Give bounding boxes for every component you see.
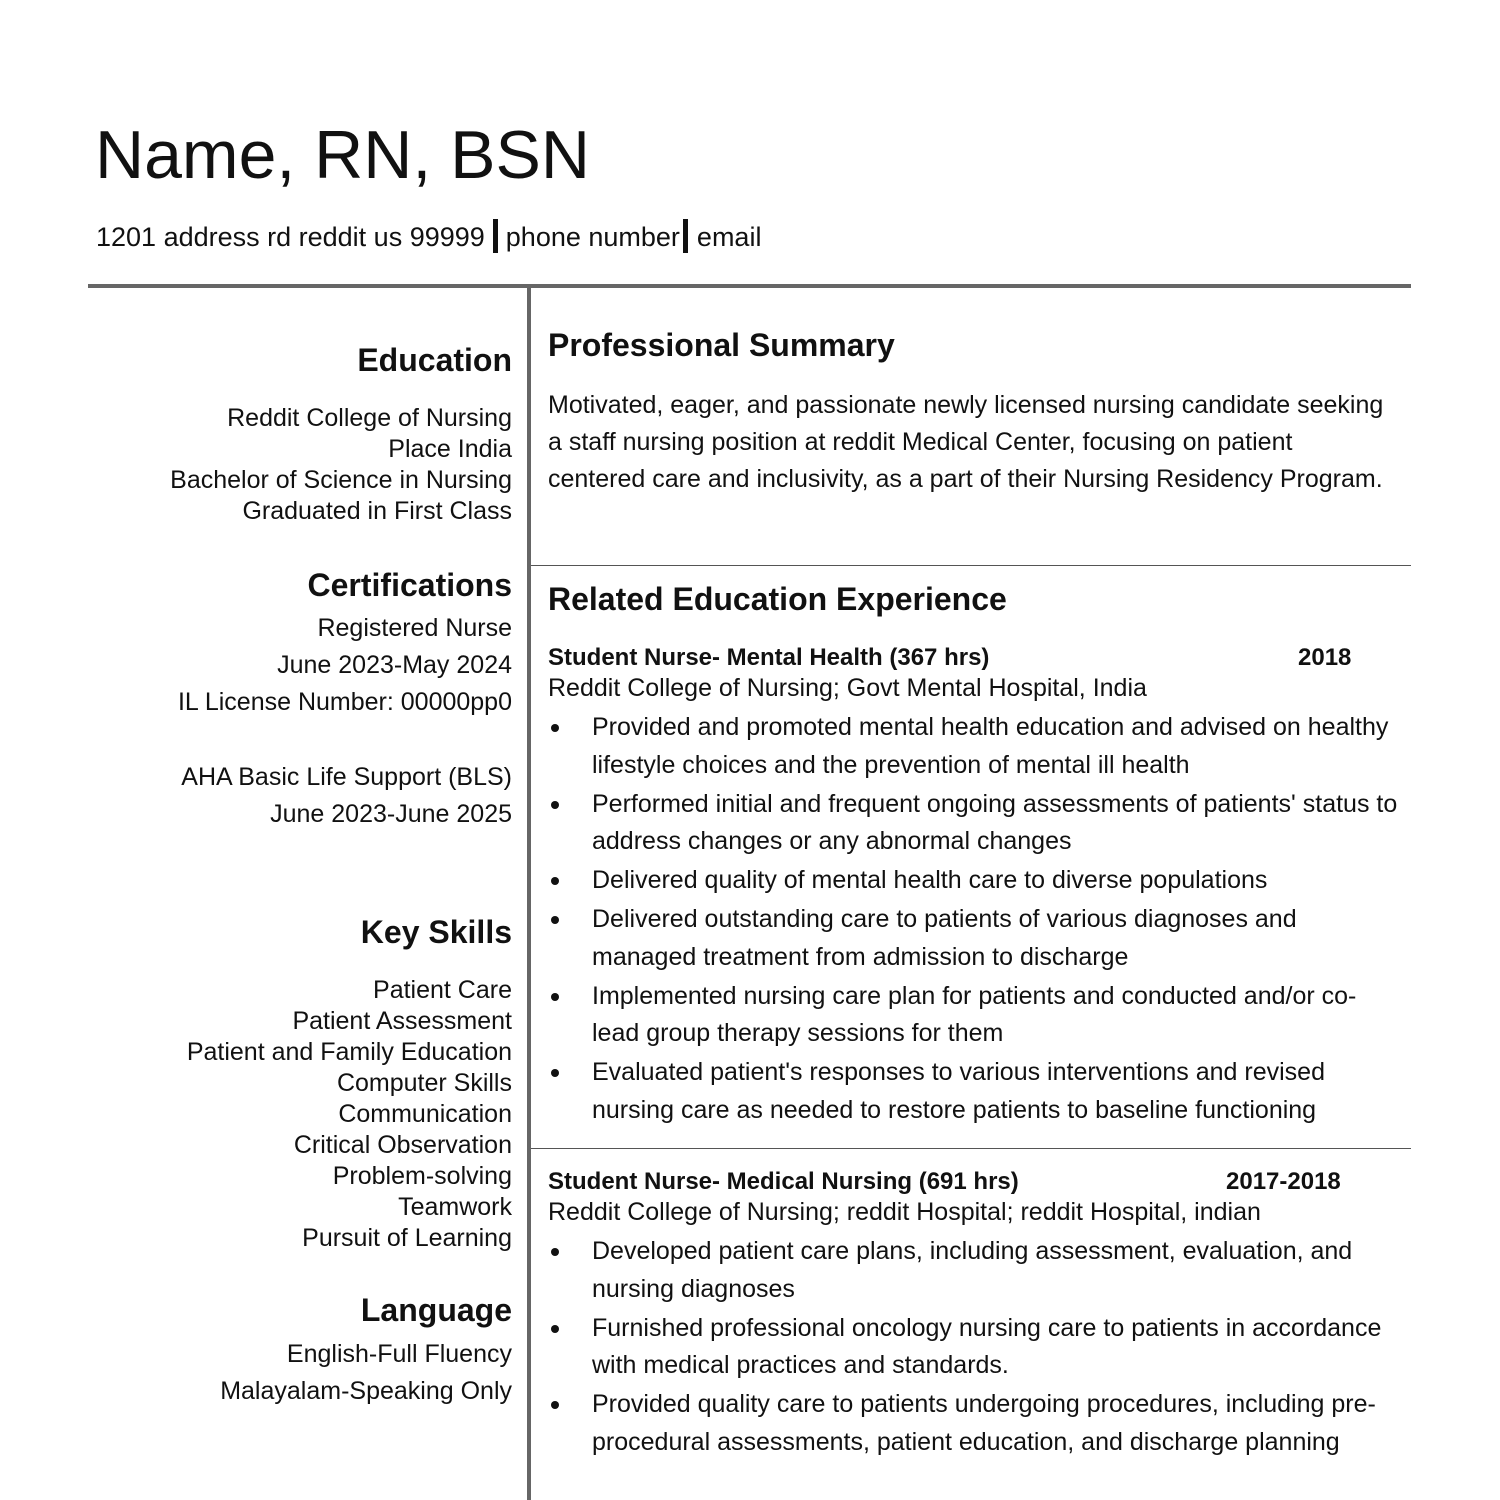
job-date: 2018 — [1298, 644, 1352, 671]
job-bullets — [548, 709, 1398, 1131]
phone: phone number — [505, 222, 680, 252]
bullet-icon — [551, 877, 559, 885]
list-item: June 2023-June 2025 — [270, 800, 512, 828]
list-item: Patient Assessment — [292, 1007, 512, 1035]
list-item — [548, 709, 1398, 784]
separator-bar — [493, 219, 498, 253]
email: email — [696, 222, 762, 252]
bullet-text: Evaluated patient's responses to various interventions and revised nursing care as needed to restore patients to baseline functioning — [592, 1058, 1325, 1124]
list-item: Teamwork — [398, 1193, 512, 1221]
bullet-text: Provided and promoted mental health education and advised on healthy lifestyle choices and the prevention of mental ill health — [592, 713, 1389, 779]
bullet-text: Performed initial and frequent ongoing assessments of patients' status to address changes or any abnormal changes — [592, 789, 1398, 855]
summary-heading: Professional Summary — [548, 327, 895, 363]
language-list — [220, 1336, 512, 1410]
list-item: Graduated in First Class — [242, 497, 512, 525]
bullet-icon — [551, 1401, 559, 1409]
section-divider — [531, 1148, 1411, 1149]
skills-heading: Key Skills — [360, 914, 512, 950]
list-item — [548, 786, 1398, 861]
list-item — [548, 1054, 1398, 1129]
list-item: June 2023-May 2024 — [277, 651, 512, 679]
contact-line — [96, 219, 761, 255]
list-item: Bachelor of Science in Nursing — [170, 466, 512, 494]
list-item: Registered Nurse — [317, 614, 512, 642]
job-date: 2017-2018 — [1226, 1168, 1341, 1195]
list-item — [548, 1310, 1398, 1385]
list-item: Place India — [388, 435, 512, 463]
bullet-text: Developed patient care plans, including assessment, evaluation, and nursing diagnoses — [592, 1237, 1353, 1303]
education-list — [170, 403, 512, 527]
list-item: Critical Observation — [293, 1131, 512, 1159]
bullet-text: Delivered outstanding care to patients of various diagnoses and managed treatment from admission to discharge — [592, 905, 1297, 971]
job-bullets — [548, 1233, 1398, 1463]
list-item: Pursuit of Learning — [302, 1224, 512, 1252]
header-divider — [88, 284, 1411, 288]
bullet-icon — [551, 1248, 559, 1256]
list-item — [548, 901, 1398, 976]
bullet-icon — [551, 1325, 559, 1333]
list-item: Problem-solving — [332, 1162, 512, 1190]
bullet-icon — [551, 916, 559, 924]
list-item: IL License Number: 00000pp0 — [177, 688, 512, 716]
language-heading: Language — [360, 1292, 512, 1328]
bullet-icon — [551, 993, 559, 1001]
list-item: English-Full Fluency — [286, 1340, 512, 1368]
bullet-text: Delivered quality of mental health care to diverse populations — [592, 866, 1268, 894]
job-organization: Reddit College of Nursing; Govt Mental Hospital, India — [548, 674, 1147, 702]
job-organization: Reddit College of Nursing; reddit Hospital; reddit Hospital, indian — [548, 1198, 1261, 1226]
list-item — [548, 1386, 1398, 1461]
separator-bar — [683, 219, 688, 253]
list-item — [548, 978, 1398, 1053]
skills-list — [187, 975, 512, 1254]
bullet-text: Implemented nursing care plan for patients and conducted and/or co-lead group therapy sessions for them — [592, 981, 1357, 1047]
list-item: Patient Care — [373, 976, 512, 1004]
certifications-heading: Certifications — [307, 567, 512, 603]
bullet-text: Furnished professional oncology nursing care to patients in accordance with medical practices and standards. — [592, 1313, 1382, 1379]
bullet-text: Provided quality care to patients undergoing procedures, including pre-procedural assessments, patient education, and discharge planning — [592, 1390, 1376, 1456]
experience-heading: Related Education Experience — [548, 581, 1007, 617]
education-heading: Education — [357, 342, 512, 378]
column-divider — [527, 288, 531, 1500]
list-item — [548, 1233, 1398, 1308]
list-spacer — [178, 721, 512, 759]
section-divider — [531, 565, 1411, 566]
list-item: AHA Basic Life Support (BLS) — [181, 763, 512, 791]
list-item: Reddit College of Nursing — [227, 404, 512, 432]
list-item: Communication — [338, 1100, 512, 1128]
list-item — [548, 862, 1398, 900]
candidate-name: Name, RN, BSN — [95, 117, 590, 193]
list-item: Computer Skills — [336, 1069, 512, 1097]
summary-text: Motivated, eager, and passionate newly licensed nursing candidate seeking a staff nursing position at reddit Medical Center, focusing on patient centered care and inclusivity, as a part of their Nursing Residency Program. — [548, 391, 1384, 493]
address: 1201 address rd reddit us 99999 — [96, 222, 485, 252]
bullet-icon — [551, 801, 559, 809]
job-title: Student Nurse- Mental Health (367 hrs) — [548, 644, 990, 671]
bullet-icon — [551, 724, 559, 732]
bullet-icon — [551, 1069, 559, 1077]
list-item: Malayalam-Speaking Only — [220, 1377, 512, 1405]
certifications-list — [178, 610, 512, 833]
list-item: Patient and Family Education — [186, 1038, 512, 1066]
job-title: Student Nurse- Medical Nursing (691 hrs) — [548, 1168, 1019, 1195]
